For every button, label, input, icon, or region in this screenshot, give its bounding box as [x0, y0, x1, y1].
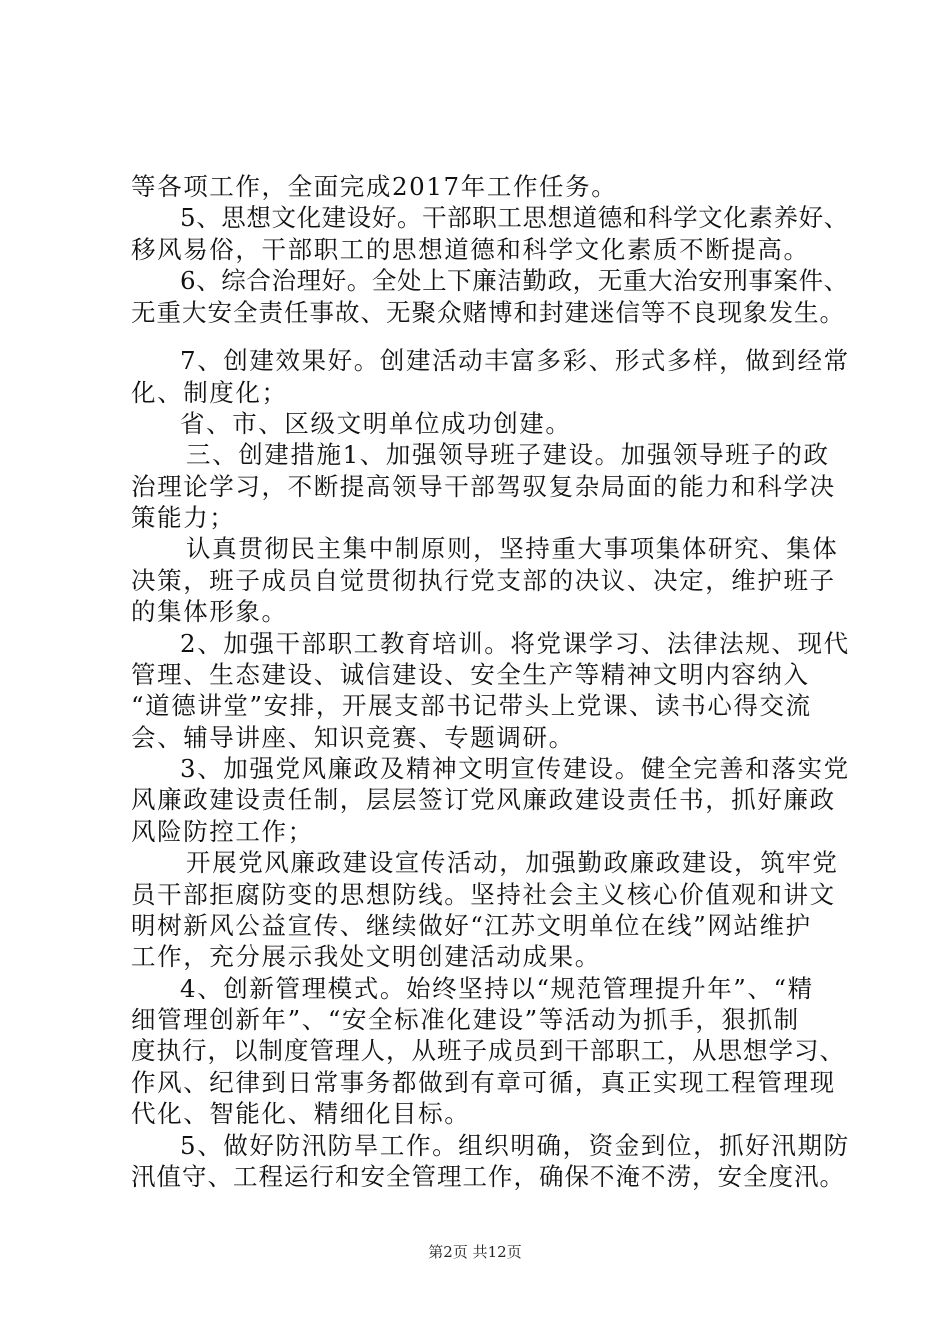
text-line: 6、综合治理好。全处上下廉洁勤政，无重大治安刑事案件、: [180, 266, 849, 295]
text-line: 风险防控工作；: [131, 817, 314, 846]
text-line: 5、思想文化建设好。干部职工思想道德和科学文化素养好、: [180, 203, 849, 232]
text-line: 策能力；: [131, 503, 236, 532]
text-line: 汛值守、工程运行和安全管理工作，确保不淹不涝，安全度汛。: [131, 1162, 845, 1191]
text-line: 无重大安全责任事故、无聚众赌博和封建迷信等不良现象发生。: [131, 298, 845, 327]
text-line: 决策，班子成员自觉贯彻执行党支部的决议、决定，维护班子: [131, 566, 836, 595]
text-line: 员干部拒腐防变的思想防线。坚持社会主义核心价值观和讲文: [131, 880, 836, 909]
text-line: 2、加强干部职工教育培训。将党课学习、法律法规、现代: [180, 629, 850, 658]
text-line: “道德讲堂”安排，开展支部书记带头上党课、读书心得交流: [131, 691, 812, 720]
text-line: 等各项工作，全面完成2017年工作任务。: [131, 172, 618, 201]
text-line: 会、辅导讲座、知识竞赛、专题调研。: [131, 723, 575, 752]
page-number-footer: 第2页 共12页: [428, 1243, 522, 1261]
text-line: 7、创建效果好。创建活动丰富多彩、形式多样，做到经常: [180, 346, 850, 375]
text-line: 移风易俗，干部职工的思想道德和科学文化素质不断提高。: [131, 235, 810, 264]
text-line: 作风、纪律到日常事务都做到有章可循，真正实现工程管理现: [131, 1068, 836, 1097]
text-line: 工作，充分展示我处文明创建活动成果。: [131, 942, 601, 971]
text-line: 开展党风廉政建设宣传活动，加强勤政廉政建设，筑牢党: [186, 848, 839, 877]
text-line: 管理、生态建设、诚信建设、安全生产等精神文明内容纳入: [131, 660, 810, 689]
text-line: 明树新风公益宣传、继续做好“江苏文明单位在线”网站维护: [131, 911, 812, 940]
text-line: 三、创建措施1、加强领导班子建设。加强领导班子的政: [186, 440, 830, 469]
text-line: 细管理创新年”、“安全标准化建设”等活动为抓手，狠抓制: [131, 1005, 800, 1034]
text-line: 风廉政建设责任制，层层签订党风廉政建设责任书，抓好廉政: [131, 785, 836, 814]
text-line: 省、市、区级文明单位成功创建。: [180, 409, 572, 438]
text-line: 5、做好防汛防旱工作。组织明确，资金到位，抓好汛期防: [180, 1131, 850, 1160]
text-line: 认真贯彻民主集中制原则，坚持重大事项集体研究、集体: [186, 534, 839, 563]
text-line: 的集体形象。: [131, 597, 288, 626]
text-line: 治理论学习，不断提高领导干部驾驭复杂局面的能力和科学决: [131, 472, 836, 501]
text-line: 3、加强党风廉政及精神文明宣传建设。健全完善和落实党: [180, 754, 850, 783]
text-line: 4、创新管理模式。始终坚持以“规范管理提升年”、“精: [180, 974, 814, 1003]
text-line: 度执行，以制度管理人，从班子成员到干部职工，从思想学习、: [131, 1036, 845, 1065]
text-line: 代化、智能化、精细化目标。: [131, 1099, 471, 1128]
text-line: 化、制度化；: [131, 378, 288, 407]
